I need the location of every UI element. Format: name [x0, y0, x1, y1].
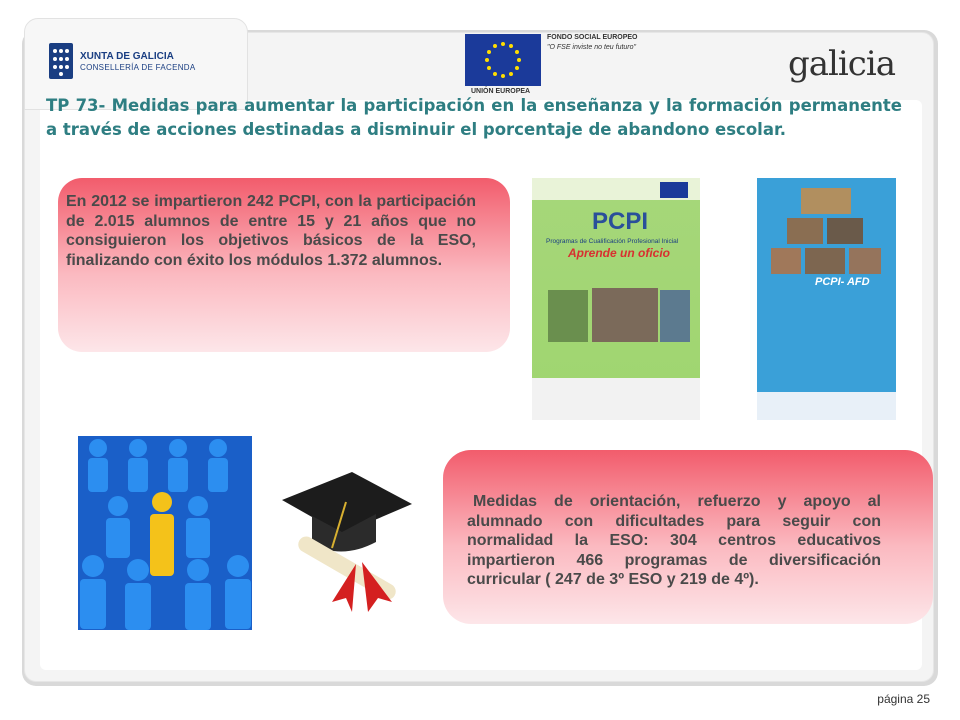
poster1-slogan: Aprende un oficio — [568, 246, 670, 260]
graduation-cap-icon — [272, 452, 420, 614]
poster1-subheading: Programas de Cualificación Profesional Inicial — [546, 238, 679, 245]
eu-label: UNIÓN EUROPEA — [471, 88, 531, 95]
pcpi-info-box — [58, 178, 510, 352]
xunta-logo — [48, 42, 196, 80]
pcpi-afd-poster-image — [757, 178, 896, 420]
graduation-cap-image — [272, 452, 420, 614]
slide-title: TP 73- Medidas para aumentar la participación en la enseñanza y la formación permanente a través de acciones destinadas a disminuir el porcentaje de abandono escolar. — [46, 96, 902, 139]
fse-block — [547, 33, 638, 53]
poster2-heading: PCPI- AFD — [815, 276, 870, 288]
poster1-heading: PCPI — [592, 208, 649, 235]
fse-motto: "O FSE inviste no teu futuro" — [547, 44, 637, 51]
xunta-name: XUNTA DE GALICIA — [80, 51, 174, 62]
orientation-measures-text: Medidas de orientación, refuerzo y apoyo al alumnado con dificultades para seguir con normalidad la ESO: 304 centros educativos impartieron 466 programas de diversificación curricular ( 247 de 3º ESO y 219 de 4º). — [467, 493, 881, 588]
xunta-department: CONSELLERÍA DE FACENDA — [80, 63, 196, 72]
orientation-measures-box — [443, 450, 933, 624]
galicia-logo: galicia — [788, 44, 895, 84]
people-figures-icon — [78, 436, 252, 630]
pcpi-poster-image — [532, 178, 700, 420]
page-number: página 25 — [877, 692, 930, 706]
xunta-shield-icon — [48, 42, 74, 80]
fse-title: FONDO SOCIAL EUROPEO — [547, 34, 638, 41]
people-crowd-image — [78, 436, 252, 630]
eu-flag-icon — [465, 34, 541, 86]
pcpi-info-text: En 2012 se impartieron 242 PCPI, con la participación de 2.015 alumnos de entre 15 y 21 años que no consiguieron los objetivos básicos de la ESO, finalizando con éxito los módulos 1.372 alumnos. — [66, 193, 476, 269]
